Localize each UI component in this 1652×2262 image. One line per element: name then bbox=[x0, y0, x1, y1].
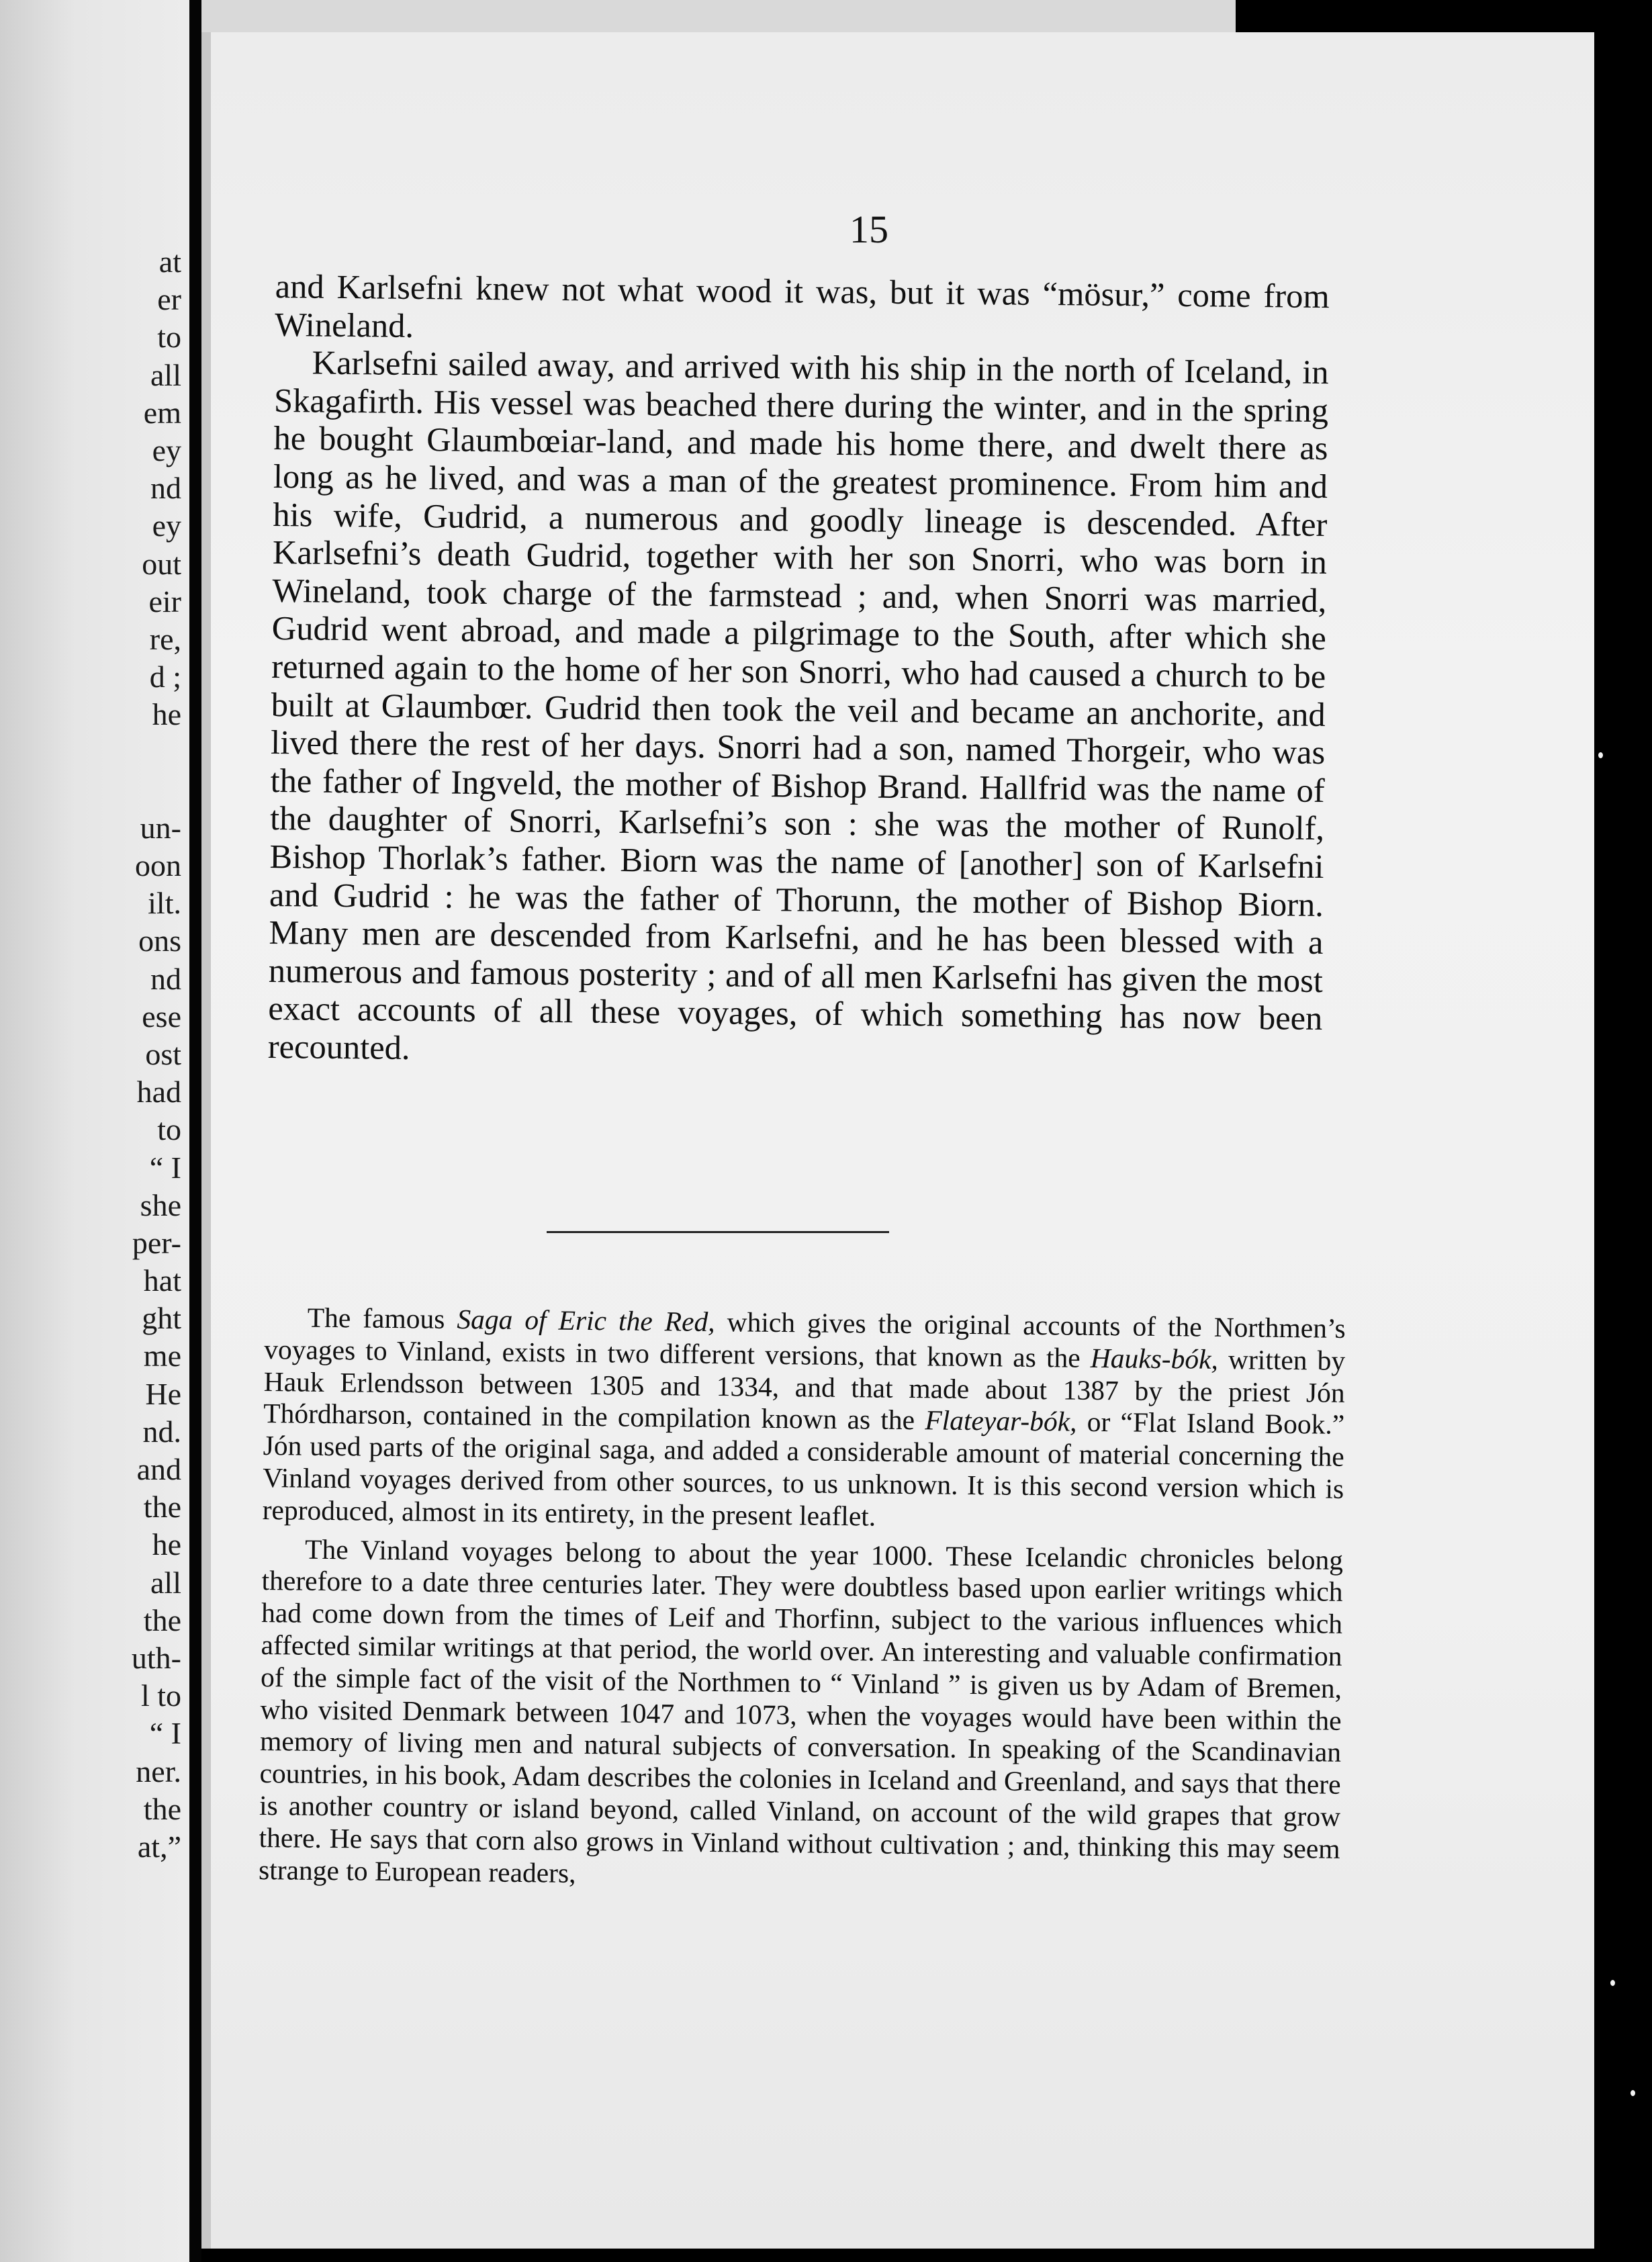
book-gutter bbox=[189, 0, 201, 2262]
left-page-fragment: “ I bbox=[149, 1716, 181, 1751]
left-page-fragment: ey bbox=[152, 508, 181, 543]
left-page-fragment: ons bbox=[138, 923, 181, 958]
hauks-bok-title: Hauks-bók, bbox=[1090, 1342, 1219, 1375]
left-page-fragment bbox=[0, 733, 181, 771]
left-page-fragment: “ I bbox=[149, 1150, 181, 1185]
main-paragraph-2: Karlsefni sailed away, and arrived with his ship in the north of Iceland, in Skagafirth. His vessel was beached there during the winter, and in the spring he bought Glaumbœiar-land, and made his home there, and dwelt there as long as he lived, and was a man of the greatest prominence. From him and his wife, Gudrid, a numerous and goodly lineage is descended. After Karlsefni’s death Gudrid, together with her son Snorri, who was born in Wineland, took charge of the farmstead ; and, when Snorri was married, Gudrid went abroad, and made a pilgrimage to the South, after which she returned again to the home of her son Snorri, who had caused a church to be built at Glaumbœr. Gudrid then took the veil and became an anchorite, and lived there the rest of her days. Snorri had a son, named Thorgeir, who was the father of Ingveld, the mother of Bishop Brand. Hallfrid was the name of the daughter of Snorri, Karlsefni’s son : she was the mother of Runolf, Bishop Thorlak’s father. Biorn was the name of [another] son of Karlsefni and Gudrid : he was the father of Thorunn, the mother of Bishop Biorn. Many men are descended from Karlsefni, and he has been blessed with a numerous and famous posterity ; and of all men Karlsefni has given the most exact accounts of all these voyages, of which something has now been recounted. bbox=[267, 343, 1329, 1067]
left-page-fragment: nd bbox=[150, 471, 181, 506]
left-page-fragment: and bbox=[136, 1452, 181, 1486]
left-page-fragment: all bbox=[150, 357, 181, 392]
left-page-fragment: out bbox=[142, 546, 181, 581]
left-page-fragment: er bbox=[157, 282, 181, 317]
main-body-text bbox=[268, 267, 1330, 1075]
left-page-fragment: nd bbox=[150, 961, 181, 996]
film-speck bbox=[1610, 1980, 1615, 1986]
left-page-fragment: the bbox=[143, 1791, 181, 1826]
left-page-fragment: ey bbox=[152, 433, 181, 467]
left-page-fragment: to bbox=[157, 320, 181, 355]
left-page-fragment: at,” bbox=[137, 1829, 181, 1864]
note-text-run: The famous bbox=[307, 1302, 457, 1334]
left-page-fragment: re, bbox=[149, 621, 181, 656]
note-paragraph-1 bbox=[262, 1302, 1345, 1537]
left-page-fragment: per- bbox=[132, 1225, 181, 1260]
left-page-fragment: ght bbox=[142, 1301, 181, 1336]
left-page-fragment: eir bbox=[148, 584, 181, 619]
note-text-run: or “Flat Island Book.” Jón used parts of the original saga, and added a considerable amount of material concerning the Vinland voyages derived from other sources, to us unknown. It is this second version which is reproduced, almost in its entirety, in the present leaflet. bbox=[262, 1406, 1345, 1532]
note-text-run: which gives the original accounts of the Northmen’s voyages to Vinland, exists in two different versions, that known as the bbox=[264, 1306, 1346, 1373]
note-text-run: written by Hauk Erlendsson between 1305 and 1334, and that made about 1387 by the priest Jón Thórdharson, contained in the compilation known as the bbox=[263, 1343, 1346, 1436]
left-page-fragment: to bbox=[157, 1112, 181, 1147]
left-page-fragment: me bbox=[143, 1339, 181, 1373]
left-page-fragment: ese bbox=[142, 999, 181, 1034]
left-page-fragment: oon bbox=[135, 848, 181, 883]
left-page-fragment: hat bbox=[143, 1263, 181, 1298]
left-page-fragment: the bbox=[143, 1490, 181, 1525]
left-page-fragment: she bbox=[140, 1187, 181, 1222]
left-page-fragment: em bbox=[143, 395, 181, 430]
left-page-fragment: the bbox=[143, 1602, 181, 1637]
left-page-fragment: he bbox=[152, 697, 181, 732]
left-page-fragment: l to bbox=[140, 1678, 181, 1713]
left-page-fragment: ilt. bbox=[148, 886, 181, 921]
left-page-fragment: all bbox=[150, 1565, 181, 1600]
editorial-note bbox=[259, 1302, 1346, 1904]
film-speck bbox=[1631, 2090, 1635, 2096]
left-page-fragment: nd. bbox=[142, 1414, 181, 1449]
left-page-fragment: he bbox=[152, 1527, 181, 1562]
main-paragraph-1: and Karlsefni knew not what wood it was, but it was “mösur,” come from Wineland. bbox=[274, 267, 1330, 345]
film-speck bbox=[1598, 752, 1603, 758]
left-page-fragment bbox=[0, 772, 181, 809]
flateyar-bok-title: Flateyar-bók, bbox=[925, 1404, 1077, 1438]
left-page-fragment: uth- bbox=[131, 1640, 181, 1675]
left-page-fragment: at bbox=[158, 244, 181, 279]
section-divider bbox=[547, 1231, 889, 1233]
saga-title: Saga of Eric the Red, bbox=[457, 1304, 715, 1338]
note-paragraph-2: The Vinland voyages belong to about the year 1000. These Icelandic chronicles belong therefore to a date three centuries later. They were doubtless based upon earlier writings which had come down from the times of Leif and Thorfinn, subject to the various influences which affected similar writings at that period, the world over. An interesting and valuable confirmation of the simple fact of the visit of the Northmen to “ Vinland ” is given us by Adam of Bremen, who visited Denmark between 1047 and 1073, when the voyages would have been within the memory of living men and natural subjects of conversation. In speaking of the Scandinavian countries, in his book, Adam describes the colonies in Iceland and Greenland, and says that there is another country or island beyond, called Vinland, on account of the wild grapes that grow there. He says that corn also grows in Vinland without cultivation ; and, thinking this may seem strange to European readers, bbox=[258, 1533, 1344, 1889]
left-page-fragment: had bbox=[136, 1075, 181, 1110]
left-page-fragment: d ; bbox=[149, 660, 181, 694]
left-page-fragment: ost bbox=[145, 1036, 181, 1071]
main-page bbox=[201, 32, 1594, 2249]
page-number: 15 bbox=[850, 208, 888, 251]
adjacent-left-page bbox=[0, 0, 189, 2262]
left-page-fragment: un- bbox=[140, 810, 181, 845]
left-page-fragment: He bbox=[145, 1376, 181, 1411]
left-page-fragment: ner. bbox=[136, 1754, 181, 1789]
left-page-text-fragments bbox=[0, 243, 181, 1866]
